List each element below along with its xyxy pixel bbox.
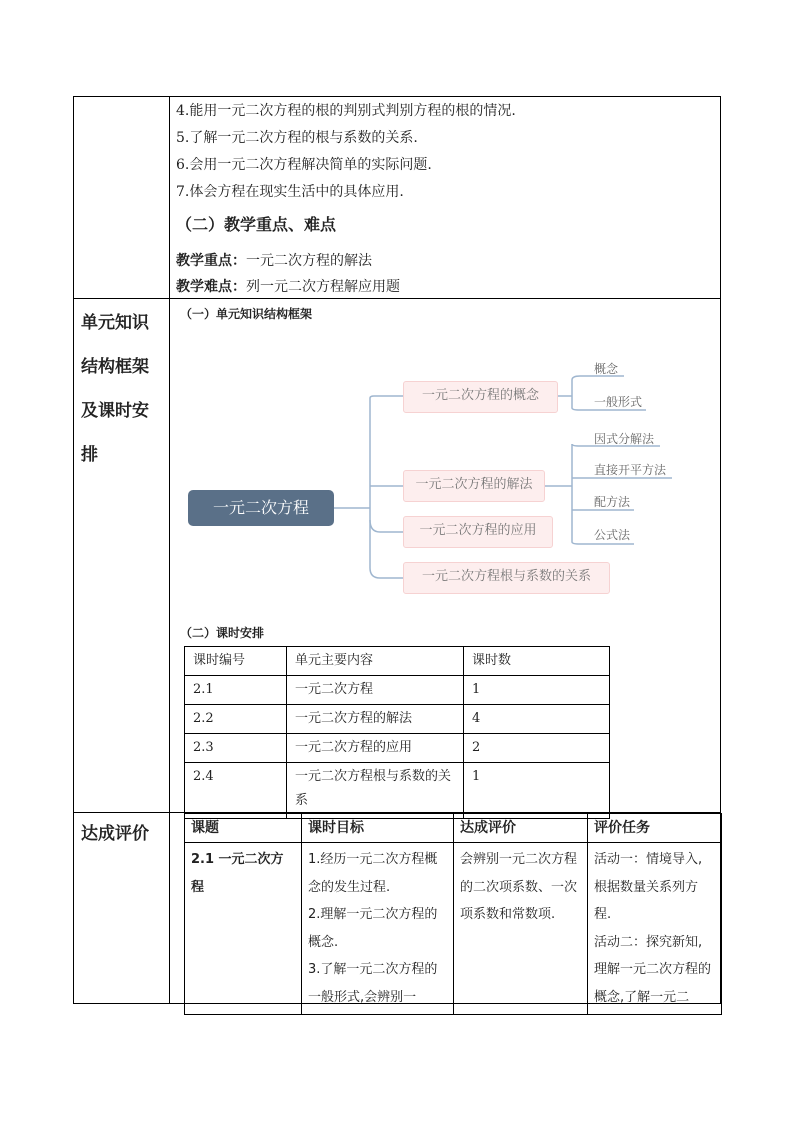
schedule-cell: 2.2 (185, 705, 287, 734)
key-section-heading: （二）教学重点、难点 (176, 215, 337, 234)
unit-structure-label-line-4: 排 (81, 445, 98, 465)
table-row (185, 734, 610, 763)
difficulty-text: 列一元二次方程解应用题 (246, 279, 400, 295)
schedule-cell: 2.1 (185, 676, 287, 705)
unit-structure-label-line-3: 及课时安 (81, 401, 149, 421)
mindmap-root: 一元二次方程 (188, 490, 334, 526)
schedule-header-row (185, 647, 610, 676)
unit-structure-label-line-1: 单元知识 (81, 313, 149, 333)
mindmap-leaf-completing-square: 配方法 (594, 495, 631, 509)
evaluation-topic: 2.1 一元二次方程 (185, 843, 302, 1015)
evaluation-header-row (185, 814, 722, 843)
mindmap-branch-solving: 一元二次方程的解法 (403, 470, 545, 502)
table-row (185, 763, 610, 819)
schedule-cell: 2.4 (185, 763, 287, 819)
table-row (185, 676, 610, 705)
mindmap-leaf-general-form: 一般形式 (594, 395, 643, 409)
schedule-header-cell: 单元主要内容 (287, 647, 464, 676)
schedule-cell: 一元二次方程 (287, 676, 464, 705)
evaluation-goal: 1.经历一元二次方程概念的发生过程. (308, 852, 438, 895)
evaluation-header-cell: 课题 (185, 814, 302, 843)
schedule-heading: （二）课时安排 (180, 626, 265, 640)
mindmap-branch-roots-coefficients: 一元二次方程根与系数的关系 (403, 562, 610, 594)
schedule-table (184, 646, 610, 819)
mindmap-leaf-concept: 概念 (594, 362, 619, 376)
objective-4: 4.能用一元二次方程的根的判别式判别方程的根的情况. (176, 103, 516, 119)
mindmap-leaf-factoring: 因式分解法 (594, 432, 655, 446)
objective-5: 5.了解一元二次方程的根与系数的关系. (176, 130, 418, 146)
evaluation-task: 活动二：探究新知,理解一元二次方程的概念,了解一元二 (594, 934, 712, 1005)
schedule-header-cell: 课时编号 (185, 647, 287, 676)
evaluation-header-cell: 达成评价 (454, 814, 588, 843)
schedule-cell: 一元二次方程根与系数的关系 (287, 763, 464, 819)
unit-structure-label-line-2: 结构框架 (81, 357, 149, 377)
objective-6: 6.会用一元二次方程解决简单的实际问题. (176, 157, 432, 173)
schedule-cell: 1 (464, 676, 610, 705)
evaluation-header-cell: 评价任务 (588, 814, 722, 843)
schedule-cell: 4 (464, 705, 610, 734)
schedule-cell: 2.3 (185, 734, 287, 763)
schedule-cell: 一元二次方程的解法 (287, 705, 464, 734)
mindmap-leaf-square-root: 直接开平方法 (594, 463, 667, 477)
evaluation-table (184, 813, 722, 1015)
objective-7: 7.体会方程在现实生活中的具体应用. (176, 184, 404, 200)
mindmap-branch-concept: 一元二次方程的概念 (403, 381, 558, 413)
focus-text: 一元二次方程的解法 (246, 253, 372, 269)
difficulty-label: 教学难点： (176, 279, 246, 295)
table-row (185, 843, 722, 1015)
mindmap-branch-application: 一元二次方程的应用 (403, 516, 553, 548)
evaluation-task: 活动一：情境导入,根据数量关系列方程. (594, 852, 703, 922)
evaluation-goal: 2.理解一元二次方程的概念. (308, 907, 438, 950)
evaluation-goals (302, 843, 454, 1015)
schedule-cell: 一元二次方程的应用 (287, 734, 464, 763)
evaluation-tasks (588, 843, 722, 1015)
framework-heading: （一）单元知识结构框架 (180, 307, 313, 321)
schedule-header-cell: 课时数 (464, 647, 610, 676)
table-row (185, 705, 610, 734)
schedule-cell: 2 (464, 734, 610, 763)
evaluation-label: 达成评价 (81, 824, 149, 844)
mindmap-leaf-formula: 公式法 (594, 528, 631, 542)
evaluation-header-cell: 课时目标 (302, 814, 454, 843)
focus-label: 教学重点： (176, 253, 246, 269)
evaluation-goal: 3.了解一元二次方程的一般形式,会辨别一 (308, 962, 438, 1005)
schedule-cell: 1 (464, 763, 610, 819)
evaluation-assessment: 会辨别一元二次方程的二次项系数、一次项系数和常数项. (454, 843, 588, 1015)
